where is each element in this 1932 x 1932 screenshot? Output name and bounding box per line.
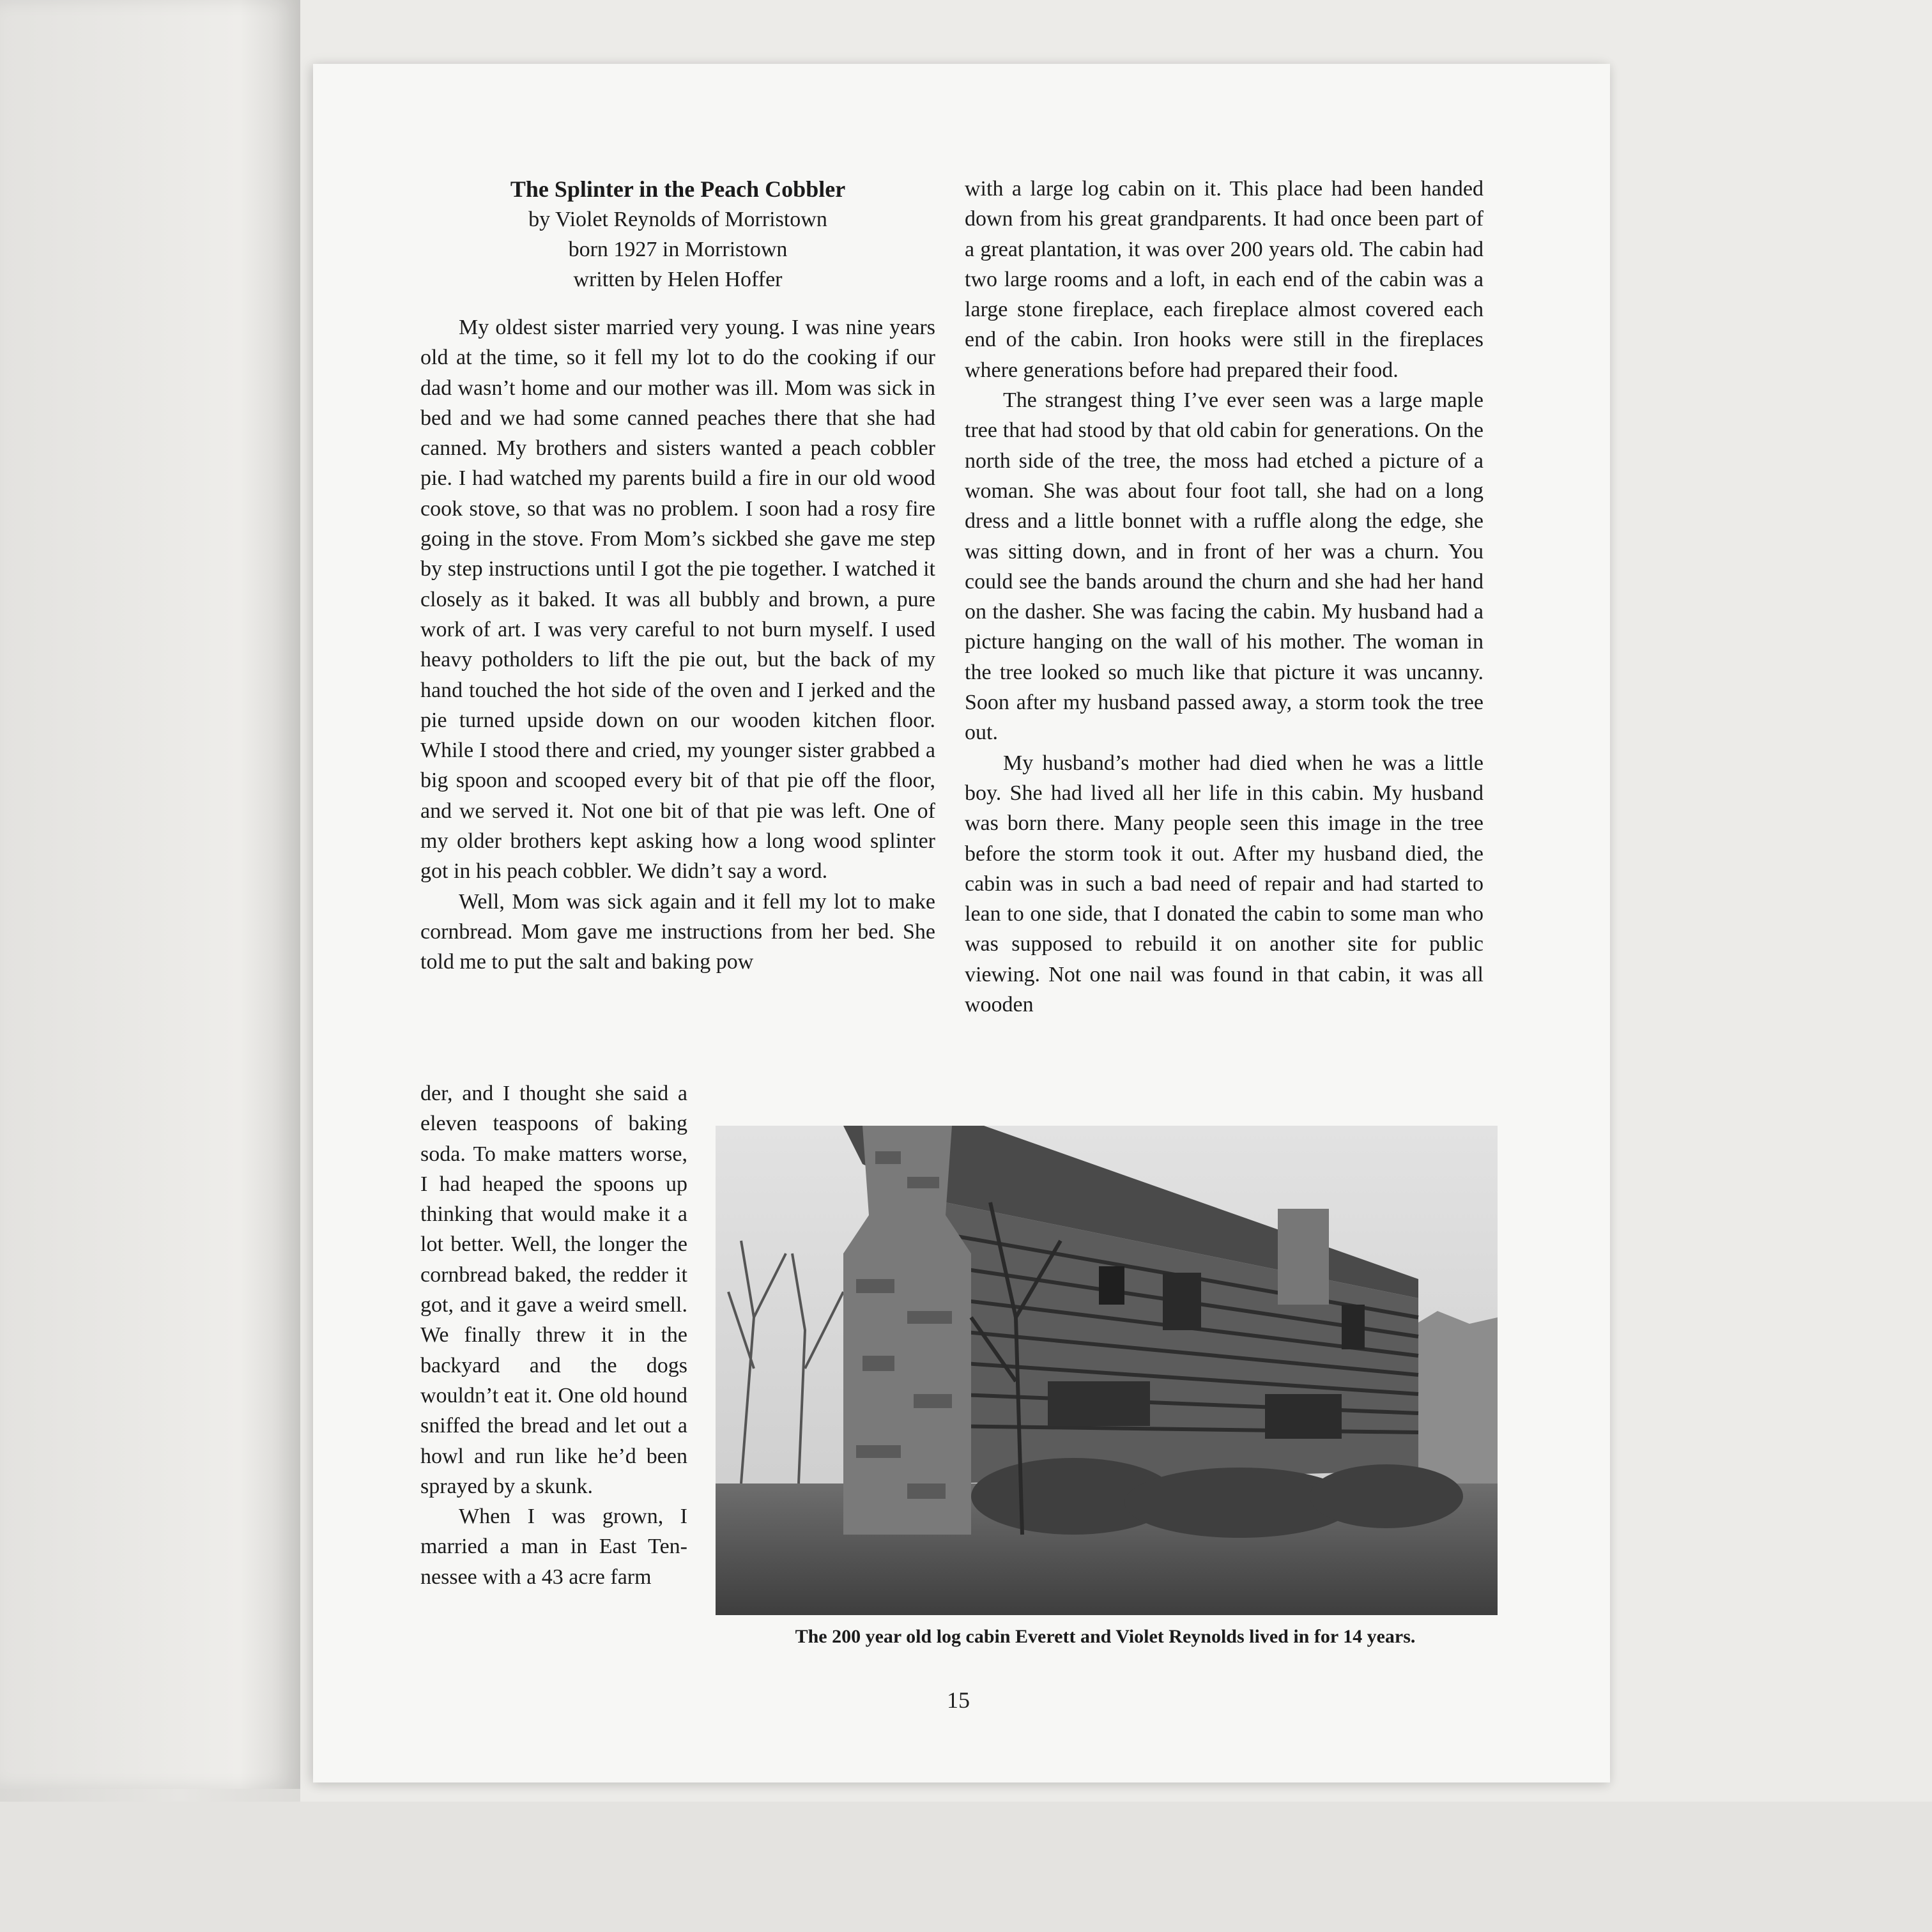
paragraph-married: When I was grown, I married a man in East Tennessee with a 43 acre farm	[420, 1505, 687, 1589]
background-table	[0, 1802, 1932, 1932]
article-title: The Splinter in the Peach Cobbler	[510, 176, 846, 202]
paragraph-cornbread-start: Well, Mom was sick again and it fell my lot to make cornbread. Mom gave me instructions from her bed. She told me to put the salt and baking pow	[420, 889, 935, 974]
narrow-column	[420, 1078, 687, 1592]
paragraph-mother: My husband’s mother had died when he was a little boy. She had lived all her life in this cabin. My husband was born there. Many people seen this image in the tree before the storm took it out. After my husband died, the cabin was in such a bad need of repair and had started to lean to one side, that I donated the cabin to some man who was supposed to rebuild it on another site for public viewing. Not one nail was found in that cabin, it was all wooden	[965, 751, 1483, 1017]
paragraph-maple-tree: The strangest thing I’ve ever seen was a large maple tree that had stood by that old cabin for generations. On the north side of the tree, the moss had etched a picture of a woman. She was about four foot tall, she had on a long dress and a little bonnet with a ruffle along the edge, she was sitting down, and in front of her was a churn. You could see the bands around the churn and she had her hand on the dasher. She was facing the cabin. My husband had a picture hanging on the wall of his mother. The woman in the tree looked so much like that picture it was uncanny. Soon after my husband passed away, a storm took the tree out.	[965, 388, 1483, 745]
article-born: born 1927 in Morristown	[568, 238, 788, 261]
article-byline: by Violet Reynolds of Morristown	[528, 208, 827, 231]
paragraph-cabin: with a large log cabin on it. This place had been handed down from his great grandparents. It had once been part of a great plantation, it was over 200 years old. The cabin had two large rooms and a loft, in each end of the cabin was a large stone fireplace, each fireplace almost covered each end of the cabin. Iron hooks were still in the fireplaces where generations before had prepared their food.	[965, 177, 1483, 382]
article-header	[420, 174, 935, 295]
right-column	[965, 174, 1483, 1020]
article-writer: written by Helen Hoffer	[573, 268, 783, 291]
paragraph-cornbread-continued: der, and I thought she said a eleven teaspoons of baking soda. To make matters worse, I had heaped the spoons up thinking that would make it a lot better. Well, the longer the cornbread baked, the redder it got, and it gave a weird smell. We finally threw it in the backyard and the dogs wouldn’t eat it. One old hound sniffed the bread and let out a howl and run like he’d been sprayed by a skunk.	[420, 1082, 687, 1498]
facing-page	[0, 0, 300, 1789]
page-number: 15	[947, 1687, 970, 1713]
photo-caption: The 200 year old log cabin Everett and Violet Reynolds lived in for 14 years.	[795, 1626, 1416, 1647]
left-column	[420, 174, 935, 977]
book-page	[313, 64, 1610, 1782]
log-cabin-photo	[716, 1126, 1498, 1615]
paragraph-splinter: My oldest sister married very young. I was nine years old at the time, so it fell my lot to do the cooking if our dad wasn’t home and our mother was ill. Mom was sick in bed and we had some canned peaches there that she had canned. My brothers and sisters wanted a peach cobbler pie. I had watched my parents build a fire in our old wood cook stove, so that was no problem. I soon had a rosy fire going in the stove. From Mom’s sickbed she gave me step by step instructions until I got the pie together. I watched it closely as it baked. It was all bubbly and brown, a pure work of art. I was very careful to not burn myself. I used heavy potholders to lift the pie out, but the back of my hand touched the hot side of the oven and I jerked and the pie turned upside down on our wooden kitchen floor. While I stood there and cried, my younger sister grabbed a big spoon and scooped every bit of that pie off the floor, and we served it. Not one bit of that pie was left. One of my older brothers kept asking how a long wood splinter got in his peach cobbler. We didn’t say a word.	[420, 316, 935, 884]
